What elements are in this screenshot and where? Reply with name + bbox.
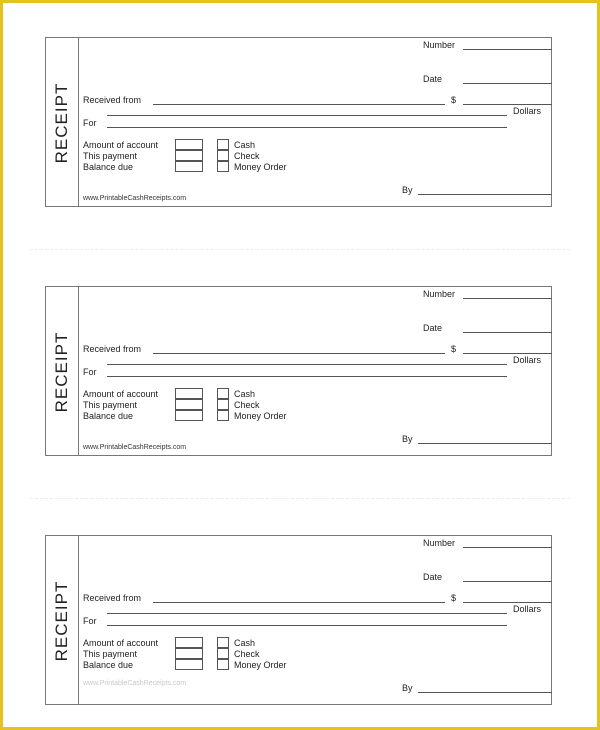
number-field[interactable]	[463, 547, 552, 548]
signature-field[interactable]	[418, 443, 552, 444]
money-order-checkbox[interactable]	[217, 410, 229, 421]
money-order-label: Money Order	[234, 660, 287, 670]
receipt-side-panel	[46, 536, 79, 704]
date-label: Date	[423, 572, 443, 582]
receipt-form	[45, 535, 552, 705]
number-field[interactable]	[463, 298, 552, 299]
date-field[interactable]	[463, 332, 552, 333]
by-label: By	[402, 185, 413, 195]
amount-of-account-label: Amount of account	[83, 638, 159, 648]
amount-field[interactable]	[463, 353, 552, 354]
receipt-form	[45, 37, 552, 207]
date-label: Date	[423, 323, 443, 333]
balance-due-box[interactable]	[175, 161, 203, 172]
received-from-label: Received from	[83, 593, 142, 603]
this-payment-label: This payment	[83, 151, 138, 161]
signature-field[interactable]	[418, 194, 552, 195]
signature-field[interactable]	[418, 692, 552, 693]
cash-checkbox[interactable]	[217, 388, 229, 399]
check-checkbox[interactable]	[217, 399, 229, 410]
amount-of-account-label: Amount of account	[83, 140, 159, 150]
amount-field[interactable]	[463, 104, 552, 105]
date-label: Date	[423, 74, 443, 84]
balance-due-label: Balance due	[83, 162, 134, 172]
cash-label: Cash	[234, 389, 256, 399]
received-from-field[interactable]	[153, 104, 445, 105]
website-text: www.PrintableCashReceipts.com	[83, 680, 187, 687]
amount-of-account-box[interactable]	[175, 637, 203, 648]
dollars-written-field[interactable]	[107, 364, 507, 365]
check-label: Check	[234, 400, 260, 410]
balance-due-box[interactable]	[175, 659, 203, 670]
for-field[interactable]	[107, 625, 507, 626]
money-order-label: Money Order	[234, 411, 287, 421]
dollar-sign: $	[451, 344, 457, 354]
this-payment-box[interactable]	[175, 150, 203, 161]
cut-line	[30, 498, 570, 499]
for-field[interactable]	[107, 376, 507, 377]
received-from-label: Received from	[83, 344, 142, 354]
cash-checkbox[interactable]	[217, 139, 229, 150]
by-label: By	[402, 434, 413, 444]
dollars-written-field[interactable]	[107, 115, 507, 116]
receipt-side-panel	[46, 287, 79, 455]
cut-line	[30, 249, 570, 250]
receipt-title: RECEIPT	[52, 331, 71, 413]
received-from-field[interactable]	[153, 602, 445, 603]
number-label: Number	[423, 538, 456, 548]
money-order-checkbox[interactable]	[217, 659, 229, 670]
check-label: Check	[234, 151, 260, 161]
cash-checkbox[interactable]	[217, 637, 229, 648]
for-label: For	[83, 367, 97, 377]
date-field[interactable]	[463, 83, 552, 84]
by-label: By	[402, 683, 413, 693]
receipt-form	[45, 286, 552, 456]
number-label: Number	[423, 40, 456, 50]
website-text: www.PrintableCashReceipts.com	[83, 195, 187, 202]
amount-field[interactable]	[463, 602, 552, 603]
for-label: For	[83, 118, 97, 128]
dollars-written-field[interactable]	[107, 613, 507, 614]
balance-due-box[interactable]	[175, 410, 203, 421]
cash-label: Cash	[234, 638, 256, 648]
balance-due-label: Balance due	[83, 660, 134, 670]
check-label: Check	[234, 649, 260, 659]
for-field[interactable]	[107, 127, 507, 128]
amount-of-account-label: Amount of account	[83, 389, 159, 399]
receipt-title: RECEIPT	[52, 82, 71, 164]
received-from-label: Received from	[83, 95, 142, 105]
dollars-label: Dollars	[513, 106, 542, 116]
receipt-side-panel	[46, 38, 79, 206]
money-order-checkbox[interactable]	[217, 161, 229, 172]
money-order-label: Money Order	[234, 162, 287, 172]
amount-of-account-box[interactable]	[175, 388, 203, 399]
check-checkbox[interactable]	[217, 150, 229, 161]
this-payment-box[interactable]	[175, 399, 203, 410]
number-field[interactable]	[463, 49, 552, 50]
dollar-sign: $	[451, 593, 457, 603]
amount-of-account-box[interactable]	[175, 139, 203, 150]
dollars-label: Dollars	[513, 355, 542, 365]
dollar-sign: $	[451, 95, 457, 105]
for-label: For	[83, 616, 97, 626]
this-payment-label: This payment	[83, 649, 138, 659]
dollars-label: Dollars	[513, 604, 542, 614]
website-text: www.PrintableCashReceipts.com	[83, 444, 187, 451]
balance-due-label: Balance due	[83, 411, 134, 421]
date-field[interactable]	[463, 581, 552, 582]
check-checkbox[interactable]	[217, 648, 229, 659]
this-payment-label: This payment	[83, 400, 138, 410]
cash-label: Cash	[234, 140, 256, 150]
receipt-title: RECEIPT	[52, 580, 71, 662]
received-from-field[interactable]	[153, 353, 445, 354]
this-payment-box[interactable]	[175, 648, 203, 659]
number-label: Number	[423, 289, 456, 299]
